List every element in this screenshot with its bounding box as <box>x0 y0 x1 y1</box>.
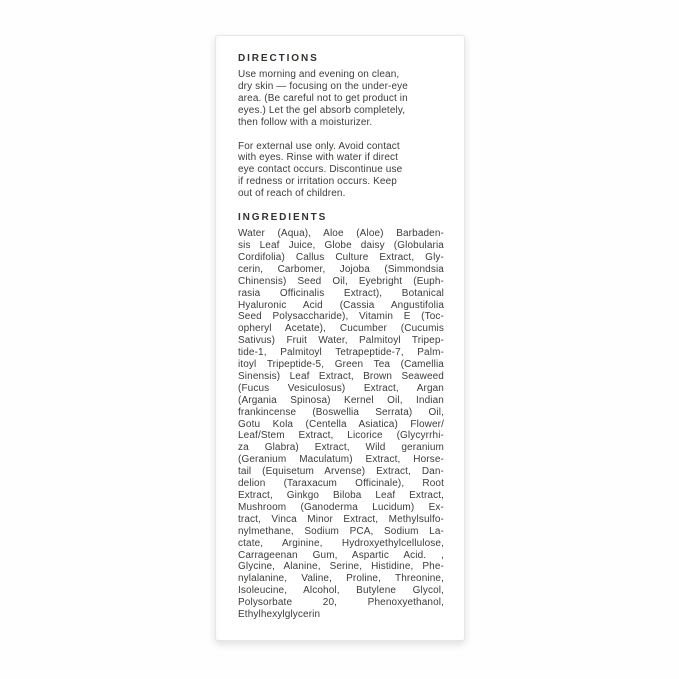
text-line: opheryl Acetate), Cucumber (Cucumis <box>238 323 444 335</box>
text-line: (Argania Spinosa) Kernel Oil, Indian <box>238 394 444 406</box>
text-line: tract, Vinca Minor Extract, Methylsulfo- <box>238 513 444 525</box>
text-line: cerin, Carbomer, Jojoba (Simmondsia <box>238 263 444 275</box>
text-line: delion (Taraxacum Officinale), Root <box>238 478 444 490</box>
text-line: itoyl Tripeptide-5, Green Tea (Camellia <box>238 359 444 371</box>
text-line: area. (Be careful not to get product in <box>238 92 408 104</box>
text-line: tide-1, Palmitoyl Tetrapeptide-7, Palm- <box>238 347 444 359</box>
text-line: Seed Polysaccharide), Vitamin E (Toc- <box>238 311 444 323</box>
text-line: nylalanine, Valine, Proline, Threonine, <box>238 573 444 585</box>
text-line: nylmethane, Sodium PCA, Sodium La- <box>238 525 444 537</box>
text-line: tail (Equisetum Arvense) Extract, Dan- <box>238 466 444 478</box>
text-line: za Glabra) Extract, Wild geranium <box>238 442 444 454</box>
text-line: with eyes. Rinse with water if direct <box>238 152 399 164</box>
text-line: then follow with a moisturizer. <box>238 116 373 128</box>
text-line: Glycine, Alanine, Serine, Histidine, Phe- <box>238 561 444 573</box>
ingredients-heading: INGREDIENTS <box>238 212 328 224</box>
text-line: Polysorbate 20, Phenoxyethanol, <box>238 597 444 609</box>
text-line: Isoleucine, Alcohol, Butylene Glycol, <box>238 585 444 597</box>
text-line: For external use only. Avoid contact <box>238 140 400 152</box>
text-line: out of reach of children. <box>238 188 346 200</box>
text-line: Water (Aqua), Aloe (Aloe) Barbaden- <box>238 228 444 240</box>
text-line: (Geranium Maculatum) Extract, Horse- <box>238 454 444 466</box>
text-line: rasia Officinalis Extract), Botanical <box>238 287 444 299</box>
text-line: Use morning and evening on clean, <box>238 69 400 80</box>
text-line: Sinensis) Leaf Extract, Brown Seaweed <box>238 370 444 382</box>
text-line: Sativus) Fruit Water, Palmitoyl Tripep- <box>238 335 444 347</box>
ingredients-section <box>238 212 444 621</box>
text-line: Gotu Kola (Centella Asiatica) Flower/ <box>238 418 444 430</box>
text-line: Chinensis) Seed Oil, Eyebright (Euph- <box>238 275 444 287</box>
text-line: frankincense (Boswellia Serrata) Oil, <box>238 406 444 418</box>
text-line: eye contact occurs. Discontinue use <box>238 164 403 176</box>
ingredients-paragraph <box>238 228 444 621</box>
text-line: Hyaluronic Acid (Cassia Angustifolia <box>238 299 444 311</box>
text-line: Ethylhexylglycerin <box>238 609 321 621</box>
text-line: sis Leaf Juice, Globe daisy (Globularia <box>238 239 444 251</box>
product-label-panel <box>215 35 465 641</box>
text-line: Carrageenan Gum, Aspartic Acid. , <box>238 549 444 561</box>
directions-paragraph-2 <box>238 141 444 201</box>
text-line: Mushroom (Ganoderma Lucidum) Ex- <box>238 501 444 513</box>
text-line: dry skin — focusing on the under-eye <box>238 80 408 92</box>
text-line: Extract, Ginkgo Biloba Leaf Extract, <box>238 490 444 501</box>
text-line: Leaf/Stem Extract, Licorice (Glycyrrhi- <box>238 430 444 442</box>
directions-heading: DIRECTIONS <box>238 53 319 64</box>
text-line: ctate, Arginine, Hydroxyethylcellulose, <box>238 537 444 549</box>
text-line: eyes.) Let the gel absorb completely, <box>238 104 406 116</box>
directions-section <box>238 53 444 200</box>
text-line: if redness or irritation occurs. Keep <box>238 176 397 188</box>
text-line: Cordifolia) Callus Culture Extract, Gly- <box>238 251 444 263</box>
directions-paragraph-1 <box>238 69 444 129</box>
text-line: (Fucus Vesiculosus) Extract, Argan <box>238 382 444 394</box>
